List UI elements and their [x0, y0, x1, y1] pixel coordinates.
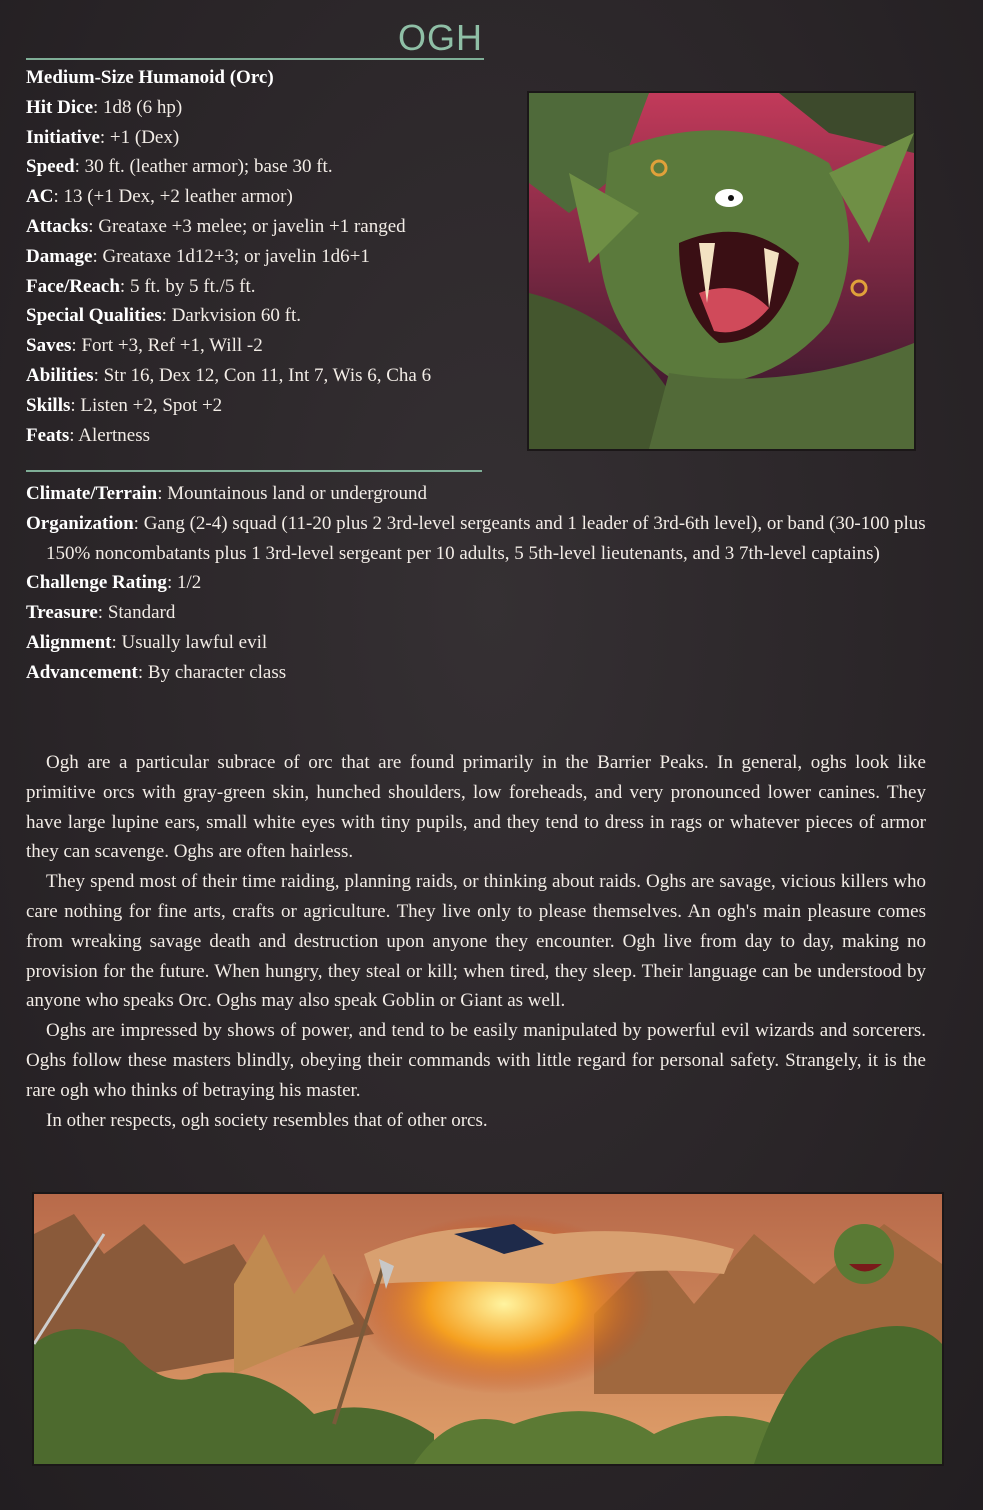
field-value: Usually lawful evil [121, 631, 268, 653]
field-label: Organization [26, 512, 134, 534]
field-value: : [97, 602, 108, 624]
field-value: Greataxe 1d12+3; or javelin 1d6+1 [102, 245, 370, 267]
field-value: : [119, 275, 130, 297]
field-label: Climate/Terrain [26, 483, 158, 504]
environment-block [26, 479, 931, 688]
field-value: : [166, 572, 177, 594]
title-divider [26, 58, 484, 60]
ogh-portrait-illustration [527, 91, 916, 451]
page-title: OGH [398, 17, 484, 58]
section-divider [26, 470, 482, 472]
field-value: : [111, 631, 122, 653]
field-label: Special Qualities [26, 305, 162, 327]
field-label: Hit Dice [26, 96, 94, 118]
stat-type [26, 63, 526, 93]
description-paragraph: Ogh are a particular subrace of orc that are found primarily in the Barrier Peaks. In general, oghs look like primitive orcs with gray-green skin, hunched shoulders, low foreheads, and very pronounced lower canines. They have large lupine ears, small white eyes with tiny pupils, and they tend to dress in rags or whatever pieces of armor they can scavenge. Oghs are often hairless. [26, 752, 926, 863]
stat-saves [26, 331, 526, 361]
field-label: Speed [26, 156, 75, 178]
stat-damage [26, 242, 526, 272]
field-value: 5 ft. by 5 ft./5 ft. [129, 275, 256, 297]
env-advancement [26, 658, 931, 688]
field-value: By character class [147, 661, 287, 683]
field-value: : [53, 186, 64, 208]
field-label: Challenge Rating [26, 572, 167, 594]
field-value: Alertness [78, 424, 151, 446]
field-label: Damage [26, 245, 93, 267]
description-paragraph: In other respects, ogh society resembles that of other orcs. [46, 1109, 488, 1131]
stat-feats [26, 421, 526, 451]
field-value: Listen +2, Spot +2 [80, 394, 223, 416]
field-value: : [71, 335, 82, 357]
field-label: Alignment [26, 631, 112, 653]
stat-face-reach [26, 272, 526, 302]
field-label: Initiative [26, 126, 100, 148]
env-organization [26, 509, 931, 569]
field-value: 1d8 (6 hp) [103, 96, 183, 118]
field-value: Gang (2-4) squad (11-20 plus 2 3rd-level sergeants and 1 leader of 3rd-6th level), or band (30-100 plus 150% noncombatants plus 1 3rd-level sergeant per 10 adults, 5 5th-level lieutenants, and 3 7th-level captains) [46, 512, 926, 564]
field-value: Str 16, Dex 12, Con 11, Int 7, Wis 6, Cha 6 [103, 364, 432, 386]
field-value: Darkvision 60 ft. [171, 305, 301, 327]
stat-skills [26, 391, 526, 421]
field-label: Advancement [26, 661, 138, 683]
field-value: 30 ft. (leather armor); base 30 ft. [84, 156, 333, 178]
field-value: : [99, 126, 110, 148]
description [26, 748, 926, 1135]
stat-ac [26, 182, 526, 212]
field-value: Fort +3, Ref +1, Will -2 [81, 335, 263, 357]
field-value: : [69, 424, 79, 446]
field-label: Medium-Size Humanoid (Orc) [26, 67, 274, 88]
field-value: Greataxe +3 melee; or javelin +1 ranged [98, 215, 406, 237]
description-paragraph: They spend most of their time raiding, planning raids, or thinking about raids. Oghs are savage, vicious killers who care nothing for fine arts, crafts or agriculture. They live only to please themselves. An ogh's main pleasure comes from wreaking savage death and destruction upon anyone they encounter. Ogh live from day to day, making no provision for the future. When hungry, they steal or kill; when tired, they sleep. Their language can be understood by anyone who speaks Orc. Oghs may also speak Goblin or Giant as well. [26, 871, 926, 1012]
stat-special-qualities [26, 301, 526, 331]
field-value: : [92, 245, 103, 267]
field-value: : [93, 364, 104, 386]
field-value: : [88, 215, 99, 237]
field-value: : [157, 483, 168, 504]
stat-attacks [26, 212, 526, 242]
field-value: Mountainous land or underground [167, 483, 428, 504]
battle-scene-illustration [32, 1192, 944, 1466]
env-climate [26, 479, 931, 509]
field-value: : [161, 305, 172, 327]
field-value: : [70, 394, 81, 416]
env-treasure [26, 598, 931, 628]
env-alignment [26, 628, 931, 658]
stat-block [26, 63, 526, 450]
field-value: Standard [107, 602, 176, 624]
field-label: AC [26, 186, 54, 208]
field-label: Skills [26, 394, 71, 416]
description-paragraph: Oghs are impressed by shows of power, and tend to be easily manipulated by powerful evil wizards and sorcerers. Oghs follow these masters blindly, obeying their commands with little regard for personal safety. Strangely, it is the rare ogh who thinks of betraying his master. [26, 1020, 926, 1101]
field-label: Treasure [26, 602, 98, 624]
field-label: Feats [26, 424, 70, 446]
field-label: Face/Reach [26, 275, 120, 297]
field-label: Abilities [26, 364, 94, 386]
field-value: +1 (Dex) [109, 126, 180, 148]
field-value: 13 (+1 Dex, +2 leather armor) [63, 186, 293, 208]
stat-speed [26, 152, 526, 182]
field-value: : [93, 96, 104, 118]
field-value: 1/2 [176, 572, 202, 594]
field-label: Attacks [26, 215, 89, 237]
field-label: Saves [26, 335, 72, 357]
stat-hit-dice [26, 93, 526, 123]
field-value: : [137, 661, 148, 683]
field-value: : [133, 512, 144, 534]
env-challenge-rating [26, 568, 931, 598]
stat-abilities [26, 361, 526, 391]
field-value: : [74, 156, 85, 178]
stat-initiative [26, 123, 526, 153]
